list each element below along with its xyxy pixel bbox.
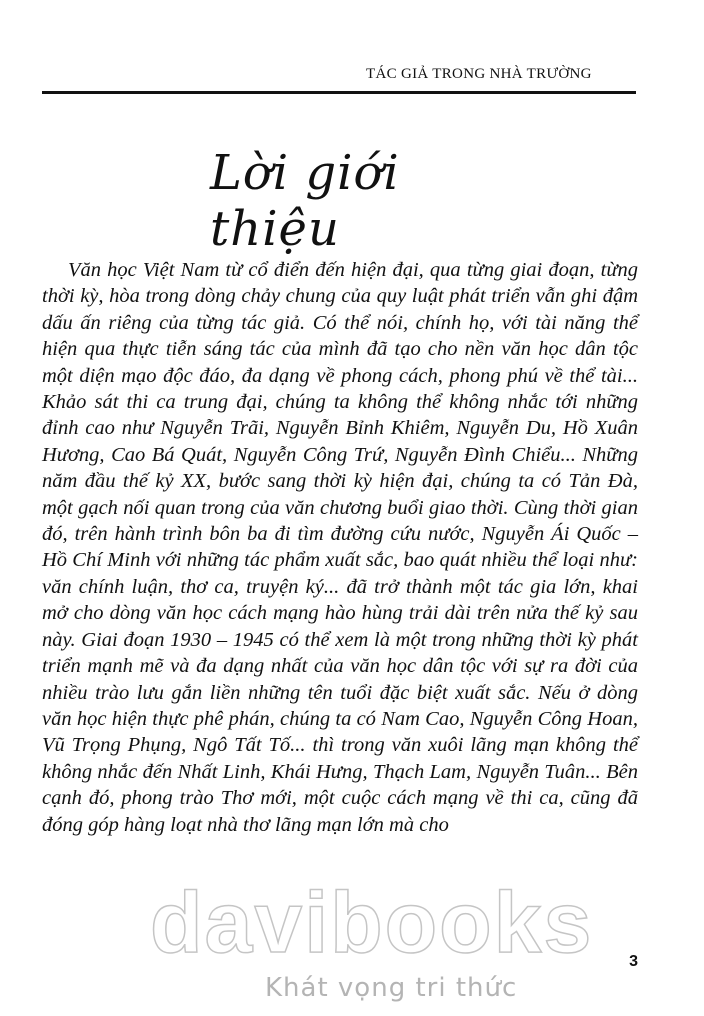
page-number: 3	[629, 953, 638, 970]
page-title: Lời giới thiệu	[210, 145, 400, 257]
running-header: TÁC GIẢ TRONG NHÀ TRƯỜNG	[366, 66, 592, 82]
watermark-tagline: Khát vọng tri thức	[265, 973, 518, 1003]
body-paragraph: Văn học Việt Nam từ cổ điển đến hiện đại, qua từng giai đoạn, từng thời kỳ, hòa trong dòng chảy chung của quy luật phát triển vẫn ghi đậm dấu ấn riêng của từng tác giả. Có thể nói, chính họ, với tài năng thể hiện qua thực tiễn sáng tác của mình đã tạo cho nền văn học dân tộc một diện mạo độc đáo, đa dạng về phong cách, phong phú về thể tài... Khảo sát thi ca trung đại, chúng ta không thể không nhắc tới những đỉnh cao như Nguyễn Trãi, Nguyễn Bỉnh Khiêm, Nguyễn Du, Hồ Xuân Hương, Cao Bá Quát, Nguyễn Công Trứ, Nguyễn Đình Chiểu... Những năm đầu thế kỷ XX, bước sang thời kỳ hiện đại, chúng ta có Tản Đà, một gạch nối quan trong của văn chương buổi giao thời. Cùng thời gian đó, trên hành trình bôn ba đi tìm đường cứu nước, Nguyễn Ái Quốc – Hồ Chí Minh với những tác phẩm xuất sắc, bao quát nhiều thể loại như: văn chính luận, thơ ca, truyện ký... đã trở thành một tác gia lớn, khai mở cho dòng văn học cách mạng hào hùng trải dài trên nửa thế kỷ sau này. Giai đoạn 1930 – 1945 có thể xem là một trong những thời kỳ phát triển mạnh mẽ và đa dạng nhất của văn học dân tộc với sự ra đời của nhiều trào lưu gắn liền những tên tuổi đặc biệt xuất sắc. Nếu ở dòng văn học hiện thực phê phán, chúng ta có Nam Cao, Nguyễn Công Hoan, Vũ Trọng Phụng, Ngô Tất Tố... thì trong văn xuôi lãng mạn không thể không nhắc đến Nhất Linh, Khái Hưng, Thạch Lam, Nguyễn Tuân... Bên cạnh đó, phong trào Thơ mới, một cuộc cách mạng về thi ca, cũng đã đóng góp hàng loạt nhà thơ lãng mạn lớn mà cho	[42, 259, 638, 836]
header-rule	[42, 91, 636, 94]
watermark-logo: davibooks	[150, 875, 594, 971]
